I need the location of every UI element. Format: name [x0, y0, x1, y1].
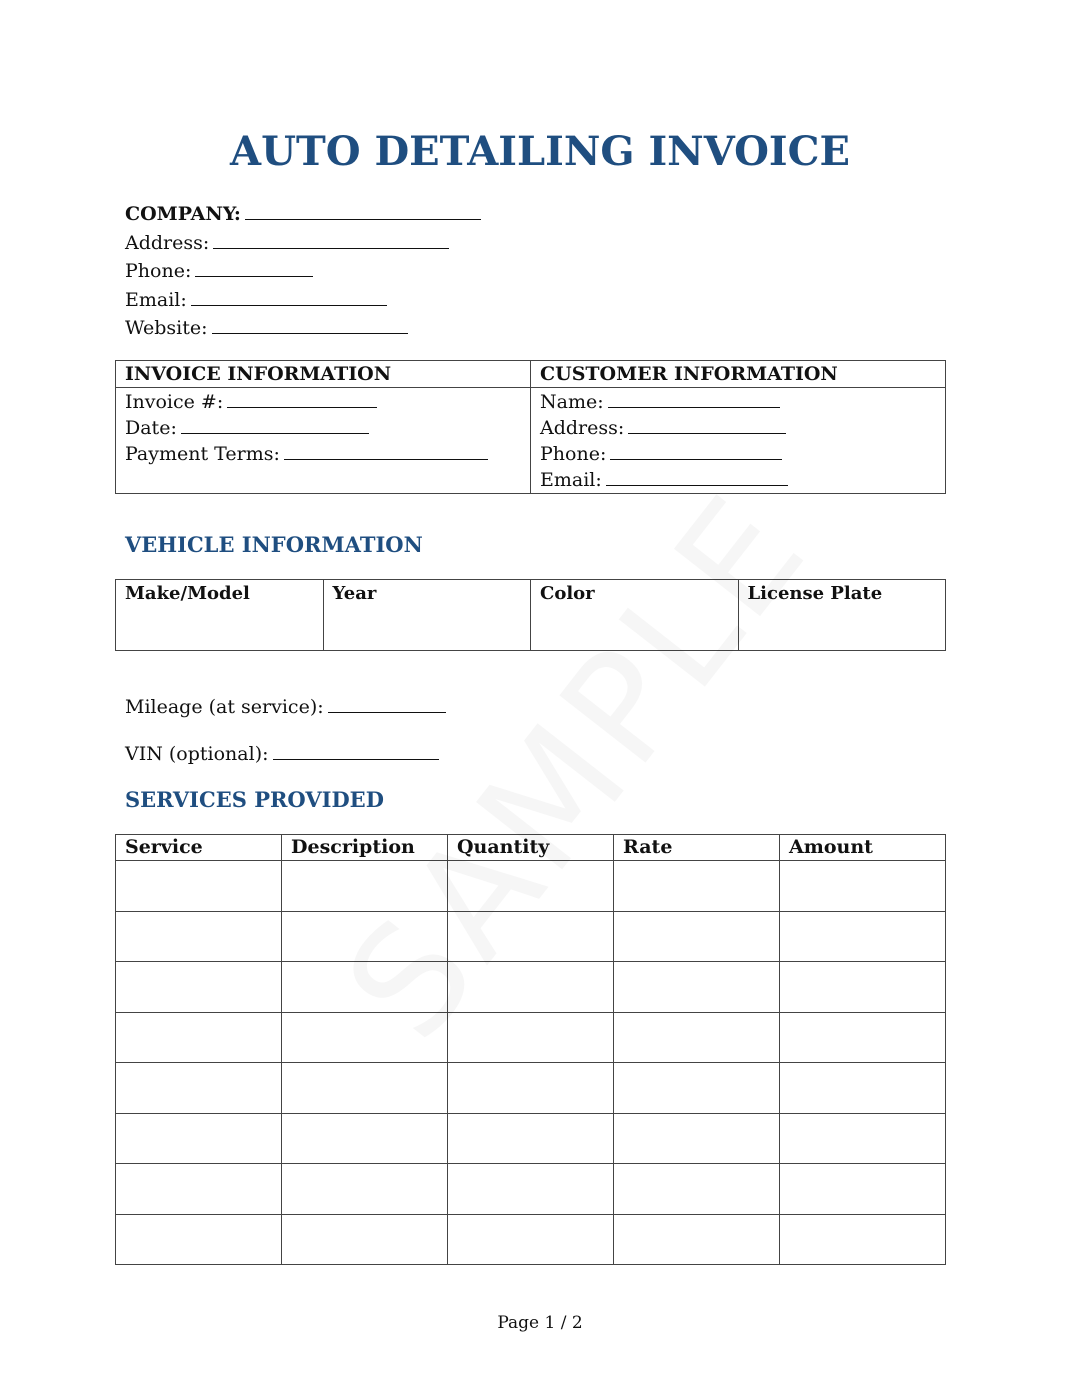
- company-address-line: [125, 229, 481, 258]
- vin-field[interactable]: [273, 741, 439, 760]
- table-row: [116, 1113, 946, 1164]
- customer-email-label: Email:: [540, 469, 602, 491]
- vehicle-info-heading: VEHICLE INFORMATION: [125, 532, 423, 557]
- services-cell-service[interactable]: [116, 1063, 282, 1114]
- services-cell-rate[interactable]: [614, 962, 780, 1013]
- payment-terms-line: [125, 441, 521, 467]
- page-title: AUTO DETAILING INVOICE: [230, 128, 850, 175]
- vin-line: [125, 741, 439, 765]
- company-field[interactable]: [245, 201, 481, 220]
- customer-email-field[interactable]: [606, 467, 788, 486]
- invoice-number-field[interactable]: [227, 389, 377, 408]
- services-cell-service[interactable]: [116, 962, 282, 1013]
- company-website-field[interactable]: [212, 315, 408, 334]
- mileage-label: Mileage (at service):: [125, 696, 324, 718]
- services-cell-quantity[interactable]: [448, 911, 614, 962]
- services-cell-description[interactable]: [282, 1113, 448, 1164]
- company-line: [125, 200, 481, 229]
- table-row: [116, 1063, 946, 1114]
- table-row: [116, 1012, 946, 1063]
- table-row: [116, 1164, 946, 1215]
- services-cell-quantity[interactable]: [448, 861, 614, 912]
- services-cell-amount[interactable]: [780, 1214, 946, 1265]
- invoice-date-line: [125, 415, 521, 441]
- table-row: [116, 962, 946, 1013]
- services-cell-description[interactable]: [282, 1063, 448, 1114]
- services-cell-quantity[interactable]: [448, 1063, 614, 1114]
- table-row: [116, 861, 946, 912]
- services-cell-service[interactable]: [116, 861, 282, 912]
- vehicle-col-color[interactable]: Color: [531, 580, 739, 651]
- services-cell-description[interactable]: [282, 911, 448, 962]
- services-col-quantity: Quantity: [448, 835, 614, 861]
- payment-terms-label: Payment Terms:: [125, 443, 280, 465]
- company-block: [125, 200, 481, 343]
- company-email-line: [125, 286, 481, 315]
- services-cell-quantity[interactable]: [448, 1113, 614, 1164]
- services-cell-rate[interactable]: [614, 1113, 780, 1164]
- services-cell-amount[interactable]: [780, 962, 946, 1013]
- customer-phone-label: Phone:: [540, 443, 607, 465]
- customer-name-line: [540, 389, 936, 415]
- customer-address-label: Address:: [540, 417, 625, 439]
- invoice-number-label: Invoice #:: [125, 391, 224, 413]
- services-col-rate: Rate: [614, 835, 780, 861]
- services-cell-rate[interactable]: [614, 861, 780, 912]
- company-address-field[interactable]: [213, 230, 449, 249]
- customer-name-field[interactable]: [608, 389, 780, 408]
- company-email-label: Email:: [125, 288, 187, 311]
- customer-info-cell: [531, 388, 946, 494]
- company-phone-field[interactable]: [195, 258, 313, 277]
- services-cell-rate[interactable]: [614, 911, 780, 962]
- vehicle-col-make-model[interactable]: Make/Model: [116, 580, 324, 651]
- company-website-line: [125, 314, 481, 343]
- customer-name-label: Name:: [540, 391, 604, 413]
- services-cell-rate[interactable]: [614, 1214, 780, 1265]
- services-cell-quantity[interactable]: [448, 1012, 614, 1063]
- vehicle-col-year[interactable]: Year: [323, 580, 531, 651]
- invoice-number-line: [125, 389, 521, 415]
- services-cell-quantity[interactable]: [448, 962, 614, 1013]
- table-row: [116, 1214, 946, 1265]
- services-cell-description[interactable]: [282, 1164, 448, 1215]
- company-phone-line: [125, 257, 481, 286]
- services-cell-service[interactable]: [116, 1012, 282, 1063]
- customer-email-line: [540, 467, 936, 493]
- services-cell-service[interactable]: [116, 911, 282, 962]
- services-cell-rate[interactable]: [614, 1063, 780, 1114]
- services-cell-quantity[interactable]: [448, 1164, 614, 1215]
- services-cell-quantity[interactable]: [448, 1214, 614, 1265]
- services-cell-rate[interactable]: [614, 1012, 780, 1063]
- company-email-field[interactable]: [191, 287, 387, 306]
- services-cell-service[interactable]: [116, 1113, 282, 1164]
- vin-label: VIN (optional):: [125, 743, 269, 765]
- services-cell-description[interactable]: [282, 962, 448, 1013]
- customer-address-line: [540, 415, 936, 441]
- services-cell-description[interactable]: [282, 1012, 448, 1063]
- company-label: COMPANY:: [125, 203, 241, 225]
- services-cell-amount[interactable]: [780, 911, 946, 962]
- payment-terms-field[interactable]: [284, 441, 488, 460]
- mileage-line: [125, 694, 446, 718]
- invoice-date-label: Date:: [125, 417, 177, 439]
- customer-info-heading: CUSTOMER INFORMATION: [531, 361, 946, 388]
- services-cell-description[interactable]: [282, 1214, 448, 1265]
- company-phone-label: Phone:: [125, 260, 192, 282]
- company-website-label: Website:: [125, 317, 208, 339]
- services-cell-amount[interactable]: [780, 1164, 946, 1215]
- services-cell-amount[interactable]: [780, 1113, 946, 1164]
- services-col-service: Service: [116, 835, 282, 861]
- vehicle-table: [115, 579, 946, 651]
- services-cell-service[interactable]: [116, 1164, 282, 1215]
- services-cell-description[interactable]: [282, 861, 448, 912]
- invoice-info-heading: INVOICE INFORMATION: [116, 361, 531, 388]
- invoice-customer-table: [115, 360, 946, 494]
- mileage-field[interactable]: [328, 694, 446, 713]
- services-table: [115, 834, 946, 1265]
- invoice-date-field[interactable]: [181, 415, 369, 434]
- services-cell-service[interactable]: [116, 1214, 282, 1265]
- invoice-info-cell: [116, 388, 531, 494]
- services-col-amount: Amount: [780, 835, 946, 861]
- table-row: [116, 911, 946, 962]
- company-address-label: Address:: [125, 231, 210, 254]
- services-heading: SERVICES PROVIDED: [125, 787, 384, 812]
- services-col-description: Description: [282, 835, 448, 861]
- customer-address-field[interactable]: [628, 415, 786, 434]
- customer-phone-field[interactable]: [610, 441, 782, 460]
- services-cell-amount[interactable]: [780, 1063, 946, 1114]
- vehicle-col-license-plate[interactable]: License Plate: [738, 580, 946, 651]
- services-cell-rate[interactable]: [614, 1164, 780, 1215]
- page-number: Page 1 / 2: [497, 1313, 583, 1333]
- services-cell-amount[interactable]: [780, 1012, 946, 1063]
- services-cell-amount[interactable]: [780, 861, 946, 912]
- customer-phone-line: [540, 441, 936, 467]
